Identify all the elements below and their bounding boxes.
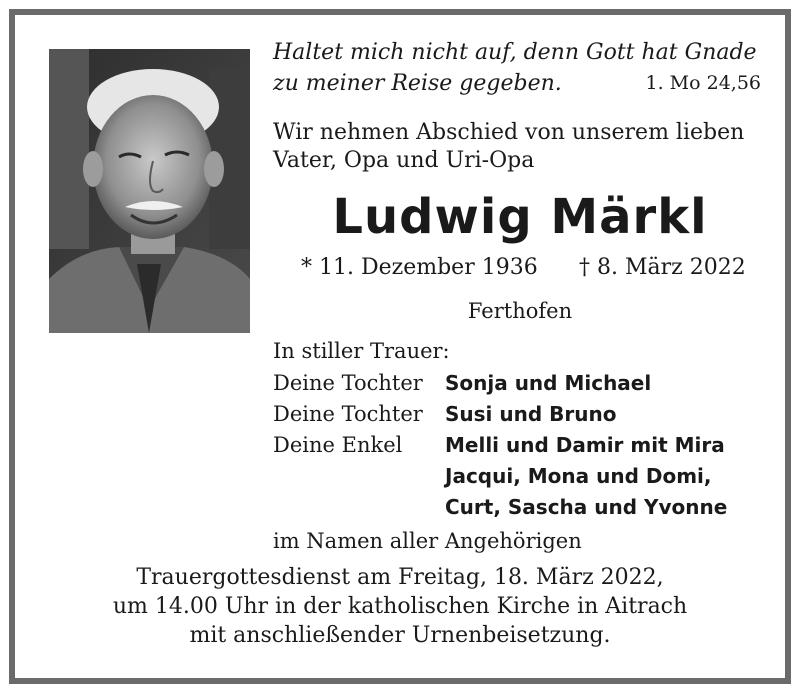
bible-quote (273, 37, 763, 99)
portrait-photo (49, 49, 250, 333)
service-line-3: mit anschließender Urnenbeisetzung. (189, 623, 611, 648)
mourner-role: Deine Tochter (273, 371, 423, 395)
service-line-2: um 14.00 Uhr in der katholischen Kirche in Aitrach (112, 594, 688, 619)
mourner-row (273, 461, 773, 492)
death-date: † 8. März 2022 (579, 255, 746, 280)
mourner-names: Susi und Bruno (445, 402, 617, 426)
mourner-row (273, 492, 773, 523)
service-line-1: Trauergottesdienst am Freitag, 18. März 2022, (136, 565, 664, 590)
birth-date: * 11. Dezember 1936 (301, 255, 538, 280)
portrait-illustration (49, 49, 250, 333)
mourner-names: Curt, Sascha und Yvonne (445, 495, 728, 519)
mourner-role: Deine Enkel (273, 433, 403, 457)
service-info (15, 563, 785, 650)
mourner-role: Deine Tochter (273, 402, 423, 426)
quote-line-1: Haltet mich nicht auf, denn Gott hat Gnade (273, 40, 757, 65)
mourner-names: Sonja und Michael (445, 371, 652, 395)
mourners-heading: In stiller Trauer: (273, 339, 450, 363)
quote-line-2: zu meiner Reise gegeben. (273, 71, 562, 96)
obituary-frame (9, 9, 791, 684)
farewell-line-1: Wir nehmen Abschied von unserem lieben (273, 120, 745, 145)
mourners-closing: im Namen aller Angehörigen (273, 529, 582, 553)
quote-reference: 1. Mo 24,56 (645, 72, 761, 94)
mourner-row (273, 430, 773, 461)
mourner-row (273, 368, 773, 399)
hometown: Ferthofen (467, 299, 573, 323)
mourner-names: Melli und Damir mit Mira (445, 433, 725, 457)
mourner-names: Jacqui, Mona und Domi, (445, 464, 712, 488)
mourner-row (273, 399, 773, 430)
farewell-line-2: Vater, Opa und Uri-Opa (273, 148, 535, 173)
farewell-text (273, 119, 773, 175)
deceased-name: Ludwig Märkl (332, 189, 708, 245)
